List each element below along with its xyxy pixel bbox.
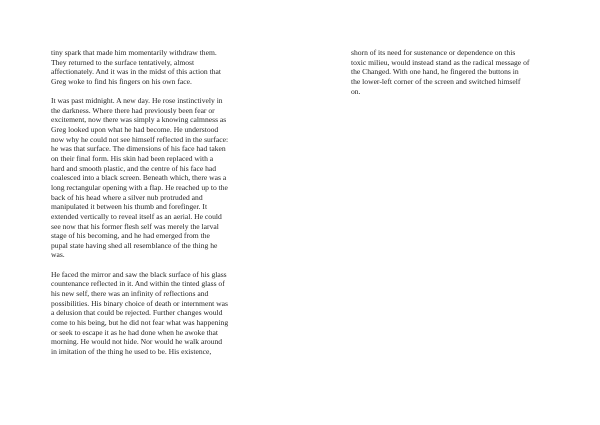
text-line: pupal state having shed all resemblance of the thing he [51, 240, 218, 250]
text-line: extended vertically to reveal itself as an aerial. He could [51, 211, 222, 221]
text-line: They returned to the surface tentatively, almost [51, 57, 195, 67]
text-line: He faced the mirror and saw the black surface of his glass [51, 269, 227, 279]
text-line: manipulated it between his thumb and forefinger. It [51, 202, 208, 212]
text-line: Greg looked upon what he had become. He understood [51, 125, 219, 135]
text-line: morning. He would not hide. Nor would he walk around [51, 337, 223, 347]
text-line: now why he could not see himself reflected in the surface: [51, 134, 229, 144]
text-line: It was past midnight. A new day. He rose instinctively in [51, 96, 223, 106]
text-line: in imitation of the thing he used to be. His existence, [51, 346, 212, 356]
text-line: or seek to escape it as he had done when he awoke that [51, 327, 218, 337]
paragraph [51, 48, 291, 87]
text-line: affectionately. And it was in the midst of this action that [51, 67, 221, 77]
text-line: come to his being, but he did not fear what was happening [51, 317, 229, 327]
text-line: excitement, now there was simply a knowing calmness as [51, 115, 227, 125]
text-line: coalesced into a black screen. Beneath which, there was a [51, 173, 227, 183]
text-line: the darkness. Where there had previously been fear or [51, 105, 215, 115]
text-line: shorn of its need for sustenance or dependence on this [351, 48, 516, 57]
text-line: Greg woke to find his fingers on his own face. [51, 76, 192, 86]
text-line: tiny spark that made him momentarily withdraw them. [51, 48, 217, 57]
text-line: he was that surface. The dimensions of his face had taken [51, 144, 226, 154]
text-line: the lower-left corner of the screen and switched himself [351, 76, 521, 86]
right-column [351, 48, 591, 106]
paragraph [351, 48, 591, 96]
text-line: hard and smooth plastic, and the centre of his face had [51, 163, 217, 173]
text-line: long rectangular opening with a flap. He reached up to the [51, 182, 228, 192]
text-line: on. [351, 86, 361, 96]
text-line: countenance reflected in it. And within the tinted glass of [51, 279, 225, 289]
text-line: stage of his becoming, and he had emerged from the [51, 231, 210, 241]
text-line: was. [51, 250, 65, 260]
left-column [51, 48, 291, 366]
text-line: possibilities. His binary choice of death or internment was [51, 298, 228, 308]
text-line: a delusion that could be rejected. Further changes would [51, 308, 223, 318]
paragraph [51, 270, 291, 357]
paragraph [51, 96, 291, 260]
text-line: toxic milieu, would instead stand as the radical message of [351, 57, 530, 67]
text-line: see now that his former flesh self was merely the larval [51, 221, 219, 231]
text-line: on their final form. His skin had been replaced with a [51, 154, 214, 164]
text-line: his new self, there was an infinity of reflections and [51, 289, 209, 299]
text-line: back of his head where a silver nub protruded and [51, 192, 203, 202]
text-line: the Changed. With one hand, he fingered the buttons in [351, 67, 519, 77]
